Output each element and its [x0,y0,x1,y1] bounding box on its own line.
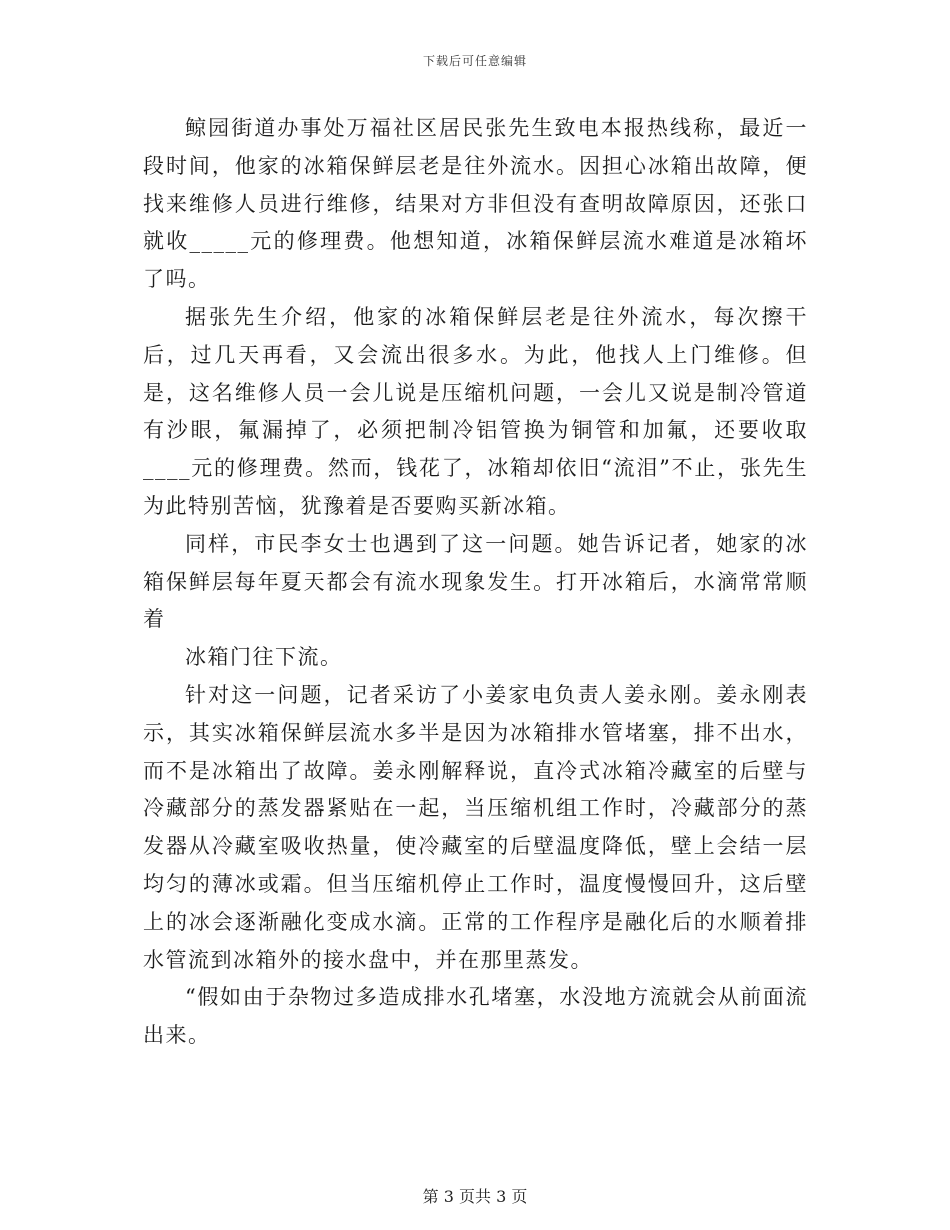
paragraph-5: “假如由于杂物过多造成排水孔堵塞，水没地方流就会从前面流出来。 [143,985,808,1048]
paragraph-3-continuation: 冰箱门往下流。 [185,645,343,670]
document-body [143,110,808,1055]
page-footer [0,1184,950,1207]
paragraph-4: 针对这一问题，记者采访了小姜家电负责人姜永刚。姜永刚表示，其实冰箱保鲜层流水多半是因为冰箱排水管堵塞，排不出水，而不是冰箱出了故障。姜永刚解释说，直冷式冰箱冷藏室的后壁与冷藏部分的蒸发器紧贴在一起，当压缩机组工作时，冷藏部分的蒸发器从冷藏室吸收热量，使冷藏室的后壁温度降低，壁上会结一层均匀的薄冰或霜。但当压缩机停止工作时，温度慢慢回升，这后壁上的冰会逐渐融化变成水滴。正常的工作程序是融化后的水顺着排水管流到冰箱外的接水盘中，并在那里蒸发。 [143,682,808,972]
paragraph-3: 同样，市民李女士也遇到了这一问题。她告诉记者，她家的冰箱保鲜层每年夏天都会有流水现象发生。打开冰箱后，水滴常常顺着 [143,531,808,632]
paragraph-1: 鲸园街道办事处万福社区居民张先生致电本报热线称，最近一段时间，他家的冰箱保鲜层老是往外流水。因担心冰箱出故障，便找来维修人员进行维修，结果对方非但没有查明故障原因，还张口就收_____元的修理费。他想知道，冰箱保鲜层流水难道是冰箱坏了吗。 [143,116,808,292]
paragraph-2: 据张先生介绍，他家的冰箱保鲜层老是往外流水，每次擦干后，过几天再看，又会流出很多水。为此，他找人上门维修。但是，这名维修人员一会儿说是压缩机问题，一会儿又说是制冷管道有沙眼，氟漏掉了，必须把制冷铝管换为铜管和加氟，还要收取____元的修理费。然而，钱花了，冰箱却依旧“流泪”不止，张先生为此特别苦恼，犹豫着是否要购买新冰箱。 [143,304,808,518]
header-note: 下载后可任意编辑 [422,54,527,68]
page-number: 第 3 页共 3 页 [422,1187,528,1206]
page-header [0,52,950,69]
